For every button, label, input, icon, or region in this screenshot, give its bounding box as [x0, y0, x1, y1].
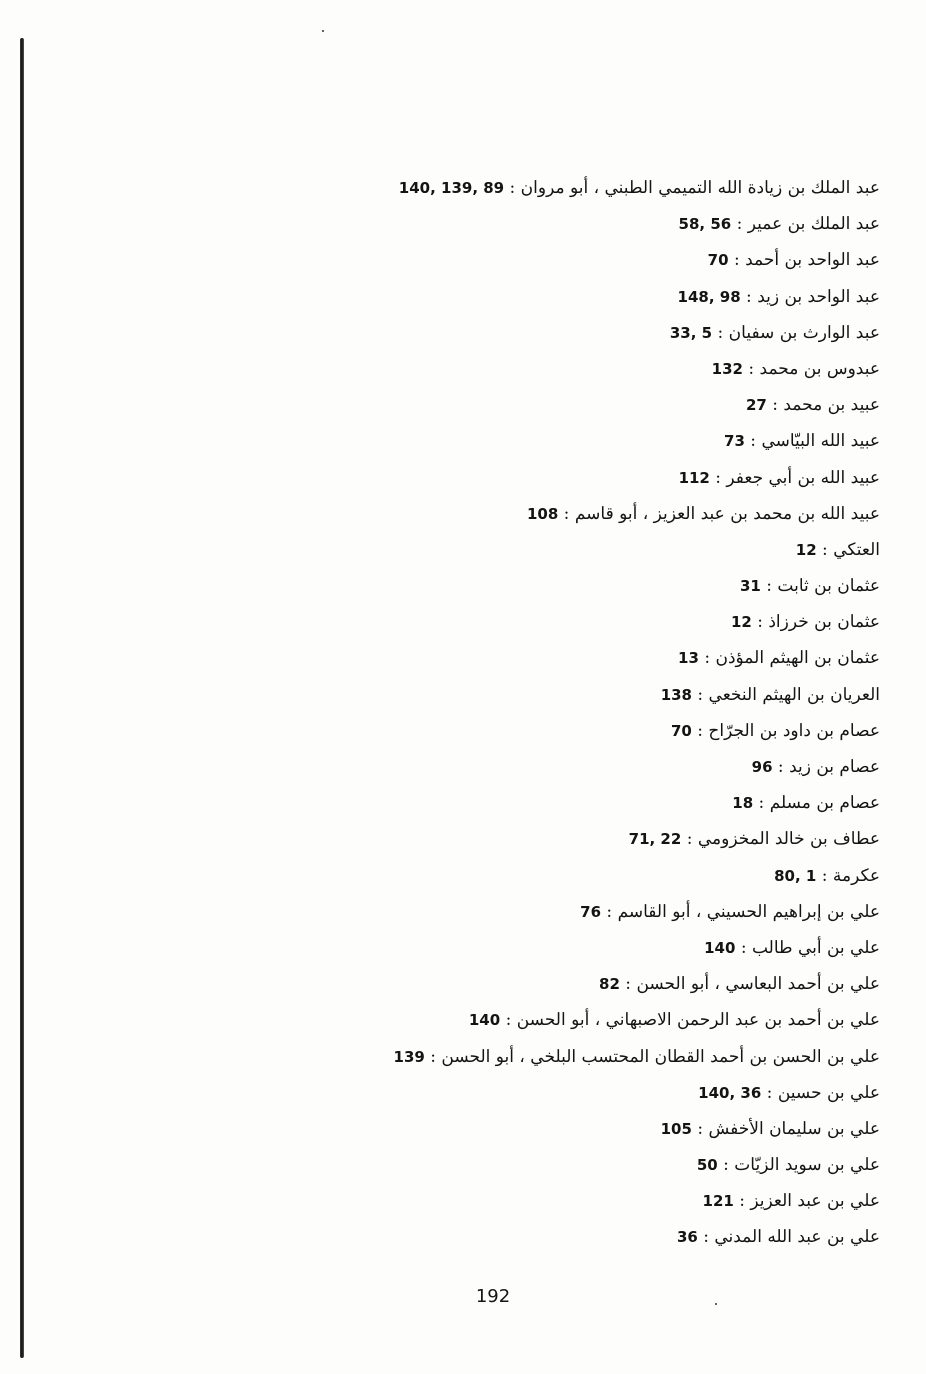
entry-name: علي بن سويد الزيّات: [734, 1155, 880, 1176]
entry-name: عطاف بن خالد المخزومي: [697, 829, 880, 850]
entry-pages: 27: [745, 396, 767, 415]
entry-name: علي بن عبد العزيز: [750, 1191, 880, 1212]
index-entry: [180, 1002, 880, 1038]
entry-separator: :: [500, 1010, 517, 1031]
index-entry: [180, 568, 880, 604]
entry-separator: :: [504, 178, 521, 198]
entry-separator: :: [728, 250, 746, 271]
index-entry: [180, 206, 880, 242]
entry-pages: 76: [580, 902, 602, 921]
entry-name: علي بن أحمد البعاسي ، أبو الحسن: [636, 974, 880, 995]
entry-name: عبدوس بن محمد: [759, 358, 880, 379]
entry-separator: :: [761, 1082, 778, 1103]
entry-name: عبيد بن محمد: [783, 395, 880, 416]
index-entry: [180, 387, 880, 423]
entry-separator: :: [712, 322, 729, 343]
index-entry: [180, 351, 880, 387]
entry-name: عبيد الله بن محمد بن عبد العزيز ، أبو قاسم: [574, 503, 880, 524]
index-entry: [180, 713, 880, 749]
entry-name: عبيد الله البيّاسي: [761, 431, 880, 452]
entry-pages: 140, 36: [698, 1083, 762, 1102]
entry-name: عثمان بن ثابت: [777, 576, 880, 597]
entry-pages: 108: [526, 504, 559, 523]
entry-pages: 50: [696, 1156, 718, 1175]
index-entry: [180, 1147, 880, 1183]
entry-name: عثمان بن الهيثم المؤذن: [715, 648, 880, 669]
index-entry: [180, 170, 880, 206]
index-entry: [180, 1219, 880, 1255]
entry-name: عصام بن زيد: [789, 757, 880, 777]
entry-separator: :: [742, 358, 760, 379]
entry-separator: :: [709, 467, 727, 488]
entry-pages: 12: [795, 540, 817, 559]
entry-pages: 70: [707, 251, 729, 270]
index-entry: [180, 858, 880, 894]
entry-pages: 58, 56: [678, 215, 732, 234]
index-entry: [180, 640, 880, 676]
entry-name: عبد الملك بن زيادة الله التميمي الطبني ، أبو مروان: [520, 178, 880, 198]
index-entry: [180, 1039, 880, 1075]
entry-pages: 12: [730, 613, 752, 632]
entry-pages: 138: [660, 685, 692, 704]
index-entry: [180, 242, 880, 278]
entry-name: علي بن أحمد بن عبد الرحمن الاصبهاني ، أبو الحسن: [516, 1010, 880, 1031]
entry-pages: 31: [739, 577, 761, 596]
entry-pages: 140: [468, 1011, 501, 1030]
entry-separator: :: [717, 1155, 735, 1176]
entry-pages: 139: [393, 1047, 425, 1066]
entry-name: عبيد الله بن أبي جعفر: [726, 467, 880, 488]
entry-pages: 132: [711, 359, 743, 378]
index-entry: [180, 279, 880, 315]
entry-separator: :: [760, 576, 778, 597]
entry-separator: :: [751, 612, 769, 633]
entry-separator: :: [681, 829, 698, 850]
entry-separator: :: [731, 214, 748, 235]
entry-separator: :: [740, 286, 758, 307]
entry-pages: 82: [599, 975, 620, 994]
index-entry: [180, 966, 880, 1002]
page-number: 192: [475, 1286, 511, 1307]
index-entry: [180, 1075, 880, 1111]
entry-pages: 18: [732, 794, 754, 813]
entry-pages: 105: [660, 1119, 692, 1138]
entry-separator: :: [733, 1191, 751, 1212]
entry-separator: :: [744, 431, 762, 452]
entry-separator: :: [692, 684, 709, 705]
entry-pages: 73: [724, 432, 745, 451]
entry-separator: :: [424, 1046, 442, 1067]
entry-pages: 33, 5: [669, 323, 713, 342]
entry-separator: :: [772, 757, 790, 777]
index-entry: [180, 894, 880, 930]
index-entry: [180, 1183, 880, 1219]
entry-separator: :: [816, 539, 834, 560]
entry-name: علي بن الحسن بن أحمد القطان المحتسب البلخي ، أبو الحسن: [441, 1046, 880, 1067]
name-index-list: [180, 170, 880, 1256]
entry-pages: 148, 98: [677, 287, 741, 306]
entry-name: عبد الملك بن عمير: [747, 214, 880, 235]
index-entry: [180, 315, 880, 351]
entry-name: عصام بن داود بن الجرّاح: [708, 720, 880, 741]
entry-pages: 13: [678, 649, 699, 668]
entry-pages: 70: [671, 721, 692, 740]
entry-pages: 121: [702, 1192, 734, 1211]
entry-separator: :: [735, 937, 752, 958]
entry-name: عبد الواحد بن زيد: [757, 286, 880, 307]
entry-separator: :: [601, 901, 618, 922]
index-entry: [180, 1111, 880, 1147]
entry-name: العريان بن الهيثم النخعي: [708, 684, 880, 705]
index-entry: [180, 532, 880, 568]
entry-pages: 112: [678, 468, 710, 487]
entry-pages: 71, 22: [628, 830, 682, 849]
entry-name: علي بن حسين: [777, 1082, 880, 1103]
entry-name: العتكي: [833, 539, 880, 560]
entry-name: علي بن أبي طالب: [751, 937, 880, 958]
index-entry: [180, 677, 880, 713]
entry-pages: 140: [704, 938, 736, 957]
entry-pages: 140, 139, 89: [398, 179, 505, 197]
entry-separator: :: [753, 793, 770, 814]
entry-separator: :: [619, 974, 637, 995]
entry-separator: :: [697, 1227, 715, 1248]
index-entry: [180, 930, 880, 966]
index-entry: [180, 821, 880, 857]
index-entry: [180, 423, 880, 459]
entry-separator: :: [691, 720, 709, 741]
entry-pages: 36: [676, 1228, 698, 1247]
entry-pages: 80, 1: [774, 866, 817, 885]
entry-separator: :: [816, 865, 833, 886]
entry-name: عبد الواحد بن أحمد: [745, 250, 880, 271]
entry-name: عبد الوارث بن سفيان: [728, 322, 880, 343]
scan-speck: [322, 30, 324, 32]
entry-name: عصام بن مسلم: [769, 793, 880, 814]
entry-name: عكرمة: [832, 865, 880, 886]
entry-name: عثمان بن خرزاذ: [768, 612, 880, 633]
entry-separator: :: [558, 503, 575, 524]
index-entry: [180, 749, 880, 785]
entry-separator: :: [691, 1118, 709, 1139]
index-entry: [180, 785, 880, 821]
index-entry: [180, 496, 880, 532]
entry-name: علي بن إبراهيم الحسيني ، أبو القاسم: [617, 901, 880, 922]
entry-separator: :: [698, 648, 716, 669]
index-entry: [180, 460, 880, 496]
entry-pages: 96: [751, 758, 773, 776]
entry-separator: :: [766, 395, 784, 416]
index-entry: [180, 604, 880, 640]
page-binding-edge: [20, 38, 24, 1358]
entry-name: علي بن عبد الله المدني: [714, 1227, 880, 1248]
entry-name: علي بن سليمان الأخفش: [708, 1118, 880, 1139]
